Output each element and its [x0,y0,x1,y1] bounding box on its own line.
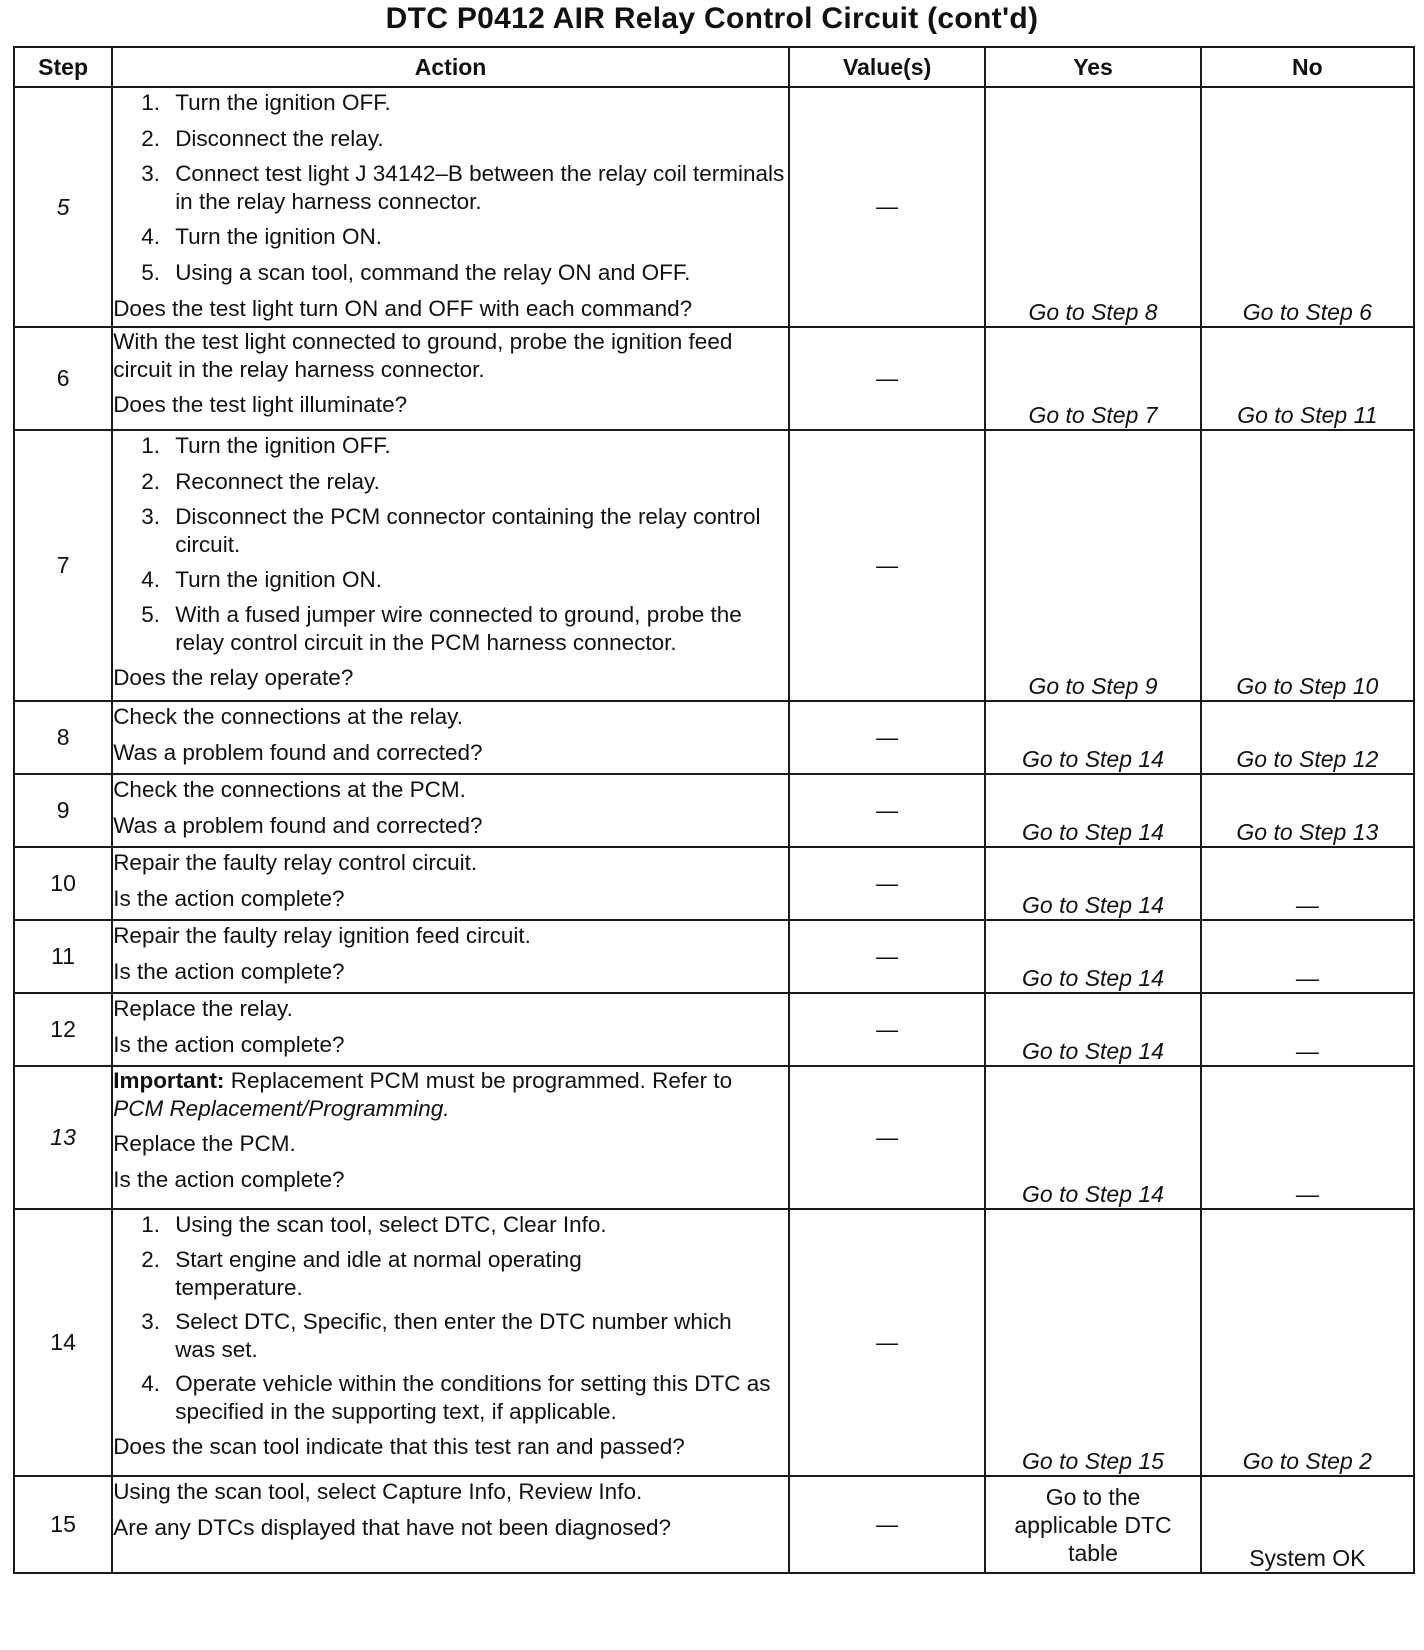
header-row [14,47,1414,87]
column-header-value: Value(s) [789,47,985,87]
value-cell: — [789,701,985,774]
table-row [14,327,1414,430]
value-cell: — [789,327,985,430]
action-question: Is the action complete? [113,959,345,984]
action-cell [112,920,789,993]
action-step: 1. Turn the ignition OFF. [141,90,391,115]
action-step: 3. Select DTC, Specific, then enter the DTC number which was set. [141,1309,732,1362]
action-step: 2. Start engine and idle at normal operating temperature. [141,1247,582,1300]
action-steps [113,431,788,657]
value-cell: — [789,1476,985,1573]
action-cell [112,430,789,701]
value-cell: — [789,1066,985,1209]
yes-cell: Go to Step 7 [985,327,1200,430]
action-text: Repair the faulty relay ignition feed circuit. [113,923,531,948]
no-cell: System OK [1201,1476,1414,1573]
yes-cell: Go to Step 14 [985,774,1200,847]
column-header-no: No [1201,47,1414,87]
page-title: DTC P0412 AIR Relay Control Circuit (cont'd) [385,2,1039,35]
value-cell: — [789,430,985,701]
procedure-reference[interactable]: PCM Replacement/Programming. [113,1096,450,1121]
yes-cell: Go to Step 14 [985,920,1200,993]
action-step: 5. With a fused jumper wire connected to ground, probe the relay control circuit in the PCM harness connector. [141,602,742,655]
value-cell: — [789,774,985,847]
action-step: 3. Connect test light J 34142–B between the relay coil terminals in the relay harness connector. [141,161,785,214]
action-question: Does the test light illuminate? [113,392,408,417]
step-number: 10 [14,847,112,920]
yes-cell: Go to Step 9 [985,430,1200,701]
action-text: Check the connections at the PCM. [113,777,466,802]
action-cell [112,847,789,920]
table-row [14,1209,1414,1476]
no-cell: — [1201,993,1414,1066]
action-question: Is the action complete? [113,1032,345,1057]
value-cell: — [789,1209,985,1476]
step-number: 7 [14,430,112,701]
value-cell: — [789,847,985,920]
table-row [14,1066,1414,1209]
action-step: 5. Using a scan tool, command the relay ON and OFF. [141,260,691,285]
action-step: 1. Turn the ignition OFF. [141,433,391,458]
step-number: 6 [14,327,112,430]
yes-cell: Go to Step 8 [985,87,1200,327]
value-cell: — [789,87,985,327]
action-cell [112,1476,789,1573]
table-row [14,847,1414,920]
action-text: Check the connections at the relay. [113,704,463,729]
no-cell: Go to Step 10 [1201,430,1414,701]
step-number: 9 [14,774,112,847]
action-step: 4. Turn the ignition ON. [141,567,382,592]
action-step: 2. Disconnect the relay. [141,126,384,151]
no-cell: Go to Step 2 [1201,1209,1414,1476]
action-cell [112,327,789,430]
action-question: Is the action complete? [113,886,345,911]
table-row [14,430,1414,701]
action-steps [113,88,788,288]
action-cell [112,1066,789,1209]
action-step: 2. Reconnect the relay. [141,469,380,494]
no-cell: Go to Step 12 [1201,701,1414,774]
column-header-action: Action [112,47,789,87]
action-cell [112,774,789,847]
no-cell: — [1201,847,1414,920]
action-step: 4. Turn the ignition ON. [141,224,382,249]
important-text: Replacement PCM must be programmed. Refer to [230,1068,733,1093]
action-cell [112,701,789,774]
action-text: Repair the faulty relay control circuit. [113,850,478,875]
yes-cell: Go to Step 14 [985,701,1200,774]
action-step: 4. Operate vehicle within the conditions for setting this DTC as specified in the supporting text, if applicable. [141,1371,771,1424]
diagnostic-table [13,46,1415,1574]
table-row [14,701,1414,774]
table-row [14,1476,1414,1573]
action-text: Replace the relay. [113,996,293,1021]
yes-cell: Go to Step 14 [985,1066,1200,1209]
value-cell: — [789,920,985,993]
action-text: Replace the PCM. [113,1131,296,1156]
action-text: With the test light connected to ground, probe the ignition feed circuit in the relay harness connector. [113,329,733,382]
step-number: 5 [14,87,112,327]
action-question: Are any DTCs displayed that have not been diagnosed? [113,1515,672,1540]
step-number: 8 [14,701,112,774]
step-number: 12 [14,993,112,1066]
action-steps [113,1210,788,1426]
value-cell: — [789,993,985,1066]
yes-cell: Go to Step 15 [985,1209,1200,1476]
no-cell: Go to Step 11 [1201,327,1414,430]
step-number: 11 [14,920,112,993]
column-header-step: Step [14,47,112,87]
action-step: 1. Using the scan tool, select DTC, Clear Info. [141,1212,607,1237]
yes-cell: Go to the applicable DTC table [985,1476,1200,1573]
step-number: 15 [14,1476,112,1573]
table-row [14,774,1414,847]
action-question: Was a problem found and corrected? [113,740,483,765]
action-question: Was a problem found and corrected? [113,813,483,838]
step-number: 14 [14,1209,112,1476]
column-header-yes: Yes [985,47,1200,87]
no-cell: Go to Step 6 [1201,87,1414,327]
action-cell [112,993,789,1066]
table-row [14,920,1414,993]
no-cell: — [1201,920,1414,993]
no-cell: — [1201,1066,1414,1209]
important-label: Important: [113,1068,225,1093]
action-question: Does the scan tool indicate that this test ran and passed? [113,1434,685,1459]
table-row [14,993,1414,1066]
action-question: Does the test light turn ON and OFF with each command? [113,296,693,321]
yes-cell: Go to Step 14 [985,847,1200,920]
action-text: Using the scan tool, select Capture Info, Review Info. [113,1479,643,1504]
action-question: Is the action complete? [113,1167,345,1192]
step-number: 13 [14,1066,112,1209]
important-note [113,1067,788,1123]
action-question: Does the relay operate? [113,665,354,690]
table-row [14,87,1414,327]
action-cell [112,1209,789,1476]
action-cell [112,87,789,327]
no-cell: Go to Step 13 [1201,774,1414,847]
yes-cell: Go to Step 14 [985,993,1200,1066]
action-step: 3. Disconnect the PCM connector containing the relay control circuit. [141,504,761,557]
